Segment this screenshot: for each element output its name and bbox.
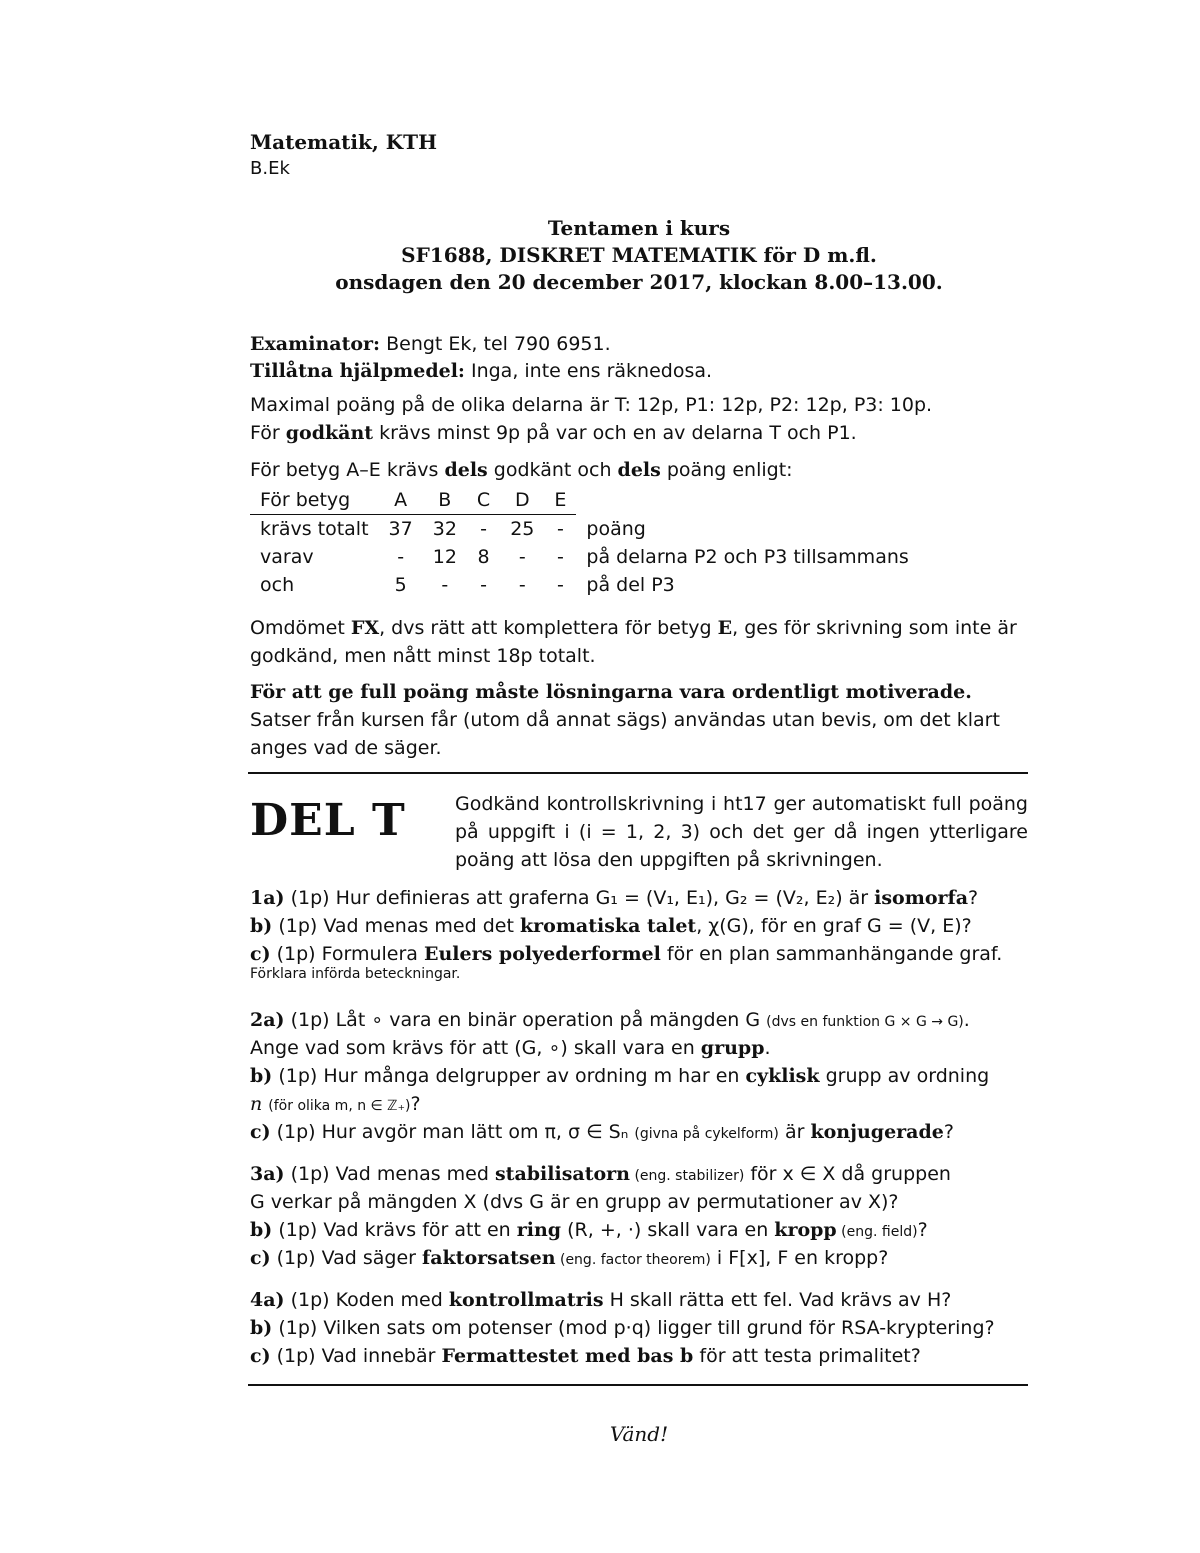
- fx-pre: Omdömet: [250, 617, 351, 639]
- table-cell: 8: [477, 546, 490, 568]
- top-divider: [248, 772, 1028, 774]
- examinator-line: [250, 330, 1040, 358]
- table-cell: -: [441, 574, 449, 596]
- q1a-bold: isomorfa: [874, 887, 968, 909]
- q1b-pre: (1p) Vad menas med det: [272, 915, 520, 937]
- q2b-post: grupp av ordning: [819, 1065, 990, 1087]
- q2c-bold: konjugerade: [810, 1121, 944, 1143]
- question-3b: [250, 1216, 1040, 1246]
- q3a-pre: (1p) Vad menas med: [284, 1163, 495, 1185]
- fx-mid: , dvs rätt att komplettera för betyg: [379, 617, 718, 639]
- q4a-label: 4a): [250, 1289, 285, 1311]
- q3b-small: (eng. field): [836, 1224, 918, 1240]
- q3c-post: i F[x], F en kropp?: [710, 1247, 889, 1269]
- pass-bold: godkänt: [285, 422, 374, 444]
- q2c-small: (givna på cykelform): [634, 1126, 779, 1142]
- q2a-small: (dvs en funktion G × G → G): [766, 1014, 964, 1030]
- question-4a: [250, 1286, 1040, 1314]
- table-cell: och: [260, 574, 295, 596]
- q3b-pre: (1p) Vad krävs för att en: [272, 1219, 517, 1241]
- q1a-label: 1a): [250, 887, 285, 909]
- fx-paragraph: [250, 614, 1030, 670]
- table-cell: 37: [388, 518, 413, 540]
- question-1c-note: Förklara införda beteckningar.: [250, 966, 461, 982]
- grade-table-header: [250, 486, 919, 515]
- grade-mid: godkänt och: [487, 459, 618, 481]
- q3a-bold: stabilisatorn: [494, 1163, 630, 1185]
- q4c-label: c): [250, 1345, 271, 1367]
- turn-page-note: Vänd!: [609, 1422, 669, 1446]
- header-cell: För betyg: [250, 486, 379, 515]
- q4a-post: H skall rätta ett fel. Vad krävs av H?: [603, 1289, 952, 1311]
- q2b-pre: (1p) Hur många delgrupper av ordning m har en: [272, 1065, 746, 1087]
- fx-post: , ges för skrivning som inte är godkänd, men nått minst 18p totalt.: [250, 617, 1017, 667]
- q1b-bold: kromatiska talet: [519, 915, 697, 937]
- q2c-label: c): [250, 1121, 271, 1143]
- header-cell: B: [423, 486, 467, 515]
- header-cell: [576, 486, 918, 515]
- question-4b: [250, 1314, 1040, 1342]
- question-2c: [250, 1118, 1040, 1148]
- table-cell: 32: [432, 518, 457, 540]
- q2b-line2-pre: n: [250, 1093, 269, 1115]
- q4a-pre: (1p) Koden med: [284, 1289, 449, 1311]
- fx-bold2: E: [717, 617, 733, 639]
- q3a-small: (eng. stabilizer): [630, 1168, 745, 1184]
- header-cell: C: [467, 486, 500, 515]
- grade-table: [250, 486, 919, 599]
- table-cell: -: [556, 518, 564, 540]
- bottom-divider: [248, 1384, 1028, 1386]
- q1a-post: ?: [968, 887, 979, 909]
- table-cell: på del P3: [586, 574, 675, 596]
- table-cell: -: [518, 546, 526, 568]
- examinator-label: Examinator:: [250, 333, 381, 355]
- q2c-pre: (1p) Hur avgör man lätt om π, σ ∈ Sₙ: [270, 1121, 635, 1143]
- q2c-post: ?: [943, 1121, 954, 1143]
- table-cell: krävs totalt: [260, 518, 369, 540]
- table-cell: -: [480, 574, 487, 596]
- pass-requirement: [250, 419, 1040, 447]
- q2a-pre: (1p) Låt ∘ vara en binär operation på mängden G: [284, 1009, 767, 1031]
- del-t-heading: DEL T: [250, 795, 406, 846]
- question-1a: [250, 884, 1040, 912]
- exam-title-line3: onsdagen den 20 december 2017, klockan 8.00–13.00.: [335, 270, 943, 294]
- header-cell: D: [500, 486, 544, 515]
- aids-line: [250, 357, 1040, 385]
- question-2b-line2: [250, 1090, 1040, 1120]
- pass-pre: För: [250, 422, 286, 444]
- table-row: [250, 515, 919, 544]
- question-3c: [250, 1244, 1040, 1274]
- q3c-pre: (1p) Vad säger: [270, 1247, 423, 1269]
- q1c-bold: Eulers polyederformel: [423, 943, 661, 965]
- institution: Matematik, KTH: [250, 130, 437, 154]
- exam-title-line1: Tentamen i kurs: [547, 216, 731, 240]
- question-2a-line2: [250, 1034, 1040, 1062]
- q3c-bold: faktorsatsen: [422, 1247, 556, 1269]
- question-3a: [250, 1160, 1040, 1190]
- table-cell: -: [480, 518, 487, 540]
- table-cell: 5: [394, 574, 407, 596]
- table-row: [250, 543, 919, 571]
- q4c-bold: Fermattestet med bas b: [441, 1345, 694, 1367]
- max-points: Maximal poäng på de olika delarna är T: 12p, P1: 12p, P2: 12p, P3: 10p.: [250, 394, 933, 416]
- q2b-bold: cyklisk: [745, 1065, 820, 1087]
- grade-post: poäng enligt:: [660, 459, 793, 481]
- q1c-label: c): [250, 943, 271, 965]
- q2c-mid: är: [778, 1121, 811, 1143]
- table-cell: -: [556, 546, 564, 568]
- motivation-paragraph: [250, 678, 1040, 762]
- header-cell: A: [379, 486, 423, 515]
- q4a-bold: kontrollmatris: [448, 1289, 604, 1311]
- q2b-label: b): [250, 1065, 273, 1087]
- aids-value: Inga, inte ens räknedosa.: [470, 360, 713, 382]
- q2a-label: 2a): [250, 1009, 285, 1031]
- q2a-post: .: [963, 1009, 970, 1031]
- exam-title-line2: SF1688, DISKRET MATEMATIK för D m.fl.: [401, 243, 877, 267]
- q3b-label: b): [250, 1219, 273, 1241]
- table-row: [250, 571, 919, 599]
- table-cell: varav: [260, 546, 314, 568]
- q3a-label: 3a): [250, 1163, 285, 1185]
- q2a-line2-pre: Ange vad som krävs för att (G, ∘) skall vara en: [250, 1037, 701, 1059]
- q1a-pre: (1p) Hur definieras att graferna G₁ = (V₁, E₁), G₂ = (V₂, E₂) är: [284, 887, 875, 909]
- motivation-text: Satser från kursen får (utom då annat sägs) användas utan bevis, om det klart anges vad de säger.: [250, 709, 1000, 759]
- del-t-intro: Godkänd kontrollskrivning i ht17 ger automatiskt full poäng på uppgift i (i = 1, 2, 3) och det ger då ingen ytterligare poäng att lösa den uppgiften på skrivningen.: [455, 793, 1028, 871]
- question-4c: [250, 1342, 1040, 1370]
- grade-bold1: dels: [444, 459, 488, 481]
- table-cell: -: [556, 574, 564, 596]
- table-cell: poäng: [586, 517, 646, 540]
- table-cell: -: [397, 546, 405, 568]
- q2a-line2-post: .: [764, 1037, 771, 1059]
- table-cell: 25: [510, 518, 535, 540]
- aids-label: Tillåtna hjälpmedel:: [250, 360, 465, 382]
- q3a-post: för x ∈ X då gruppen: [744, 1163, 951, 1185]
- question-2b: [250, 1062, 1040, 1090]
- q4c-post: för att testa primalitet?: [693, 1345, 921, 1367]
- q1b-label: b): [250, 915, 273, 937]
- question-3a-line2: G verkar på mängden X (dvs G är en grupp av permutationer av X)?: [250, 1191, 899, 1213]
- author: B.Ek: [250, 158, 290, 179]
- grade-pre: För betyg A–E krävs: [250, 459, 445, 481]
- q3b-post: ?: [917, 1219, 928, 1241]
- pass-post: krävs minst 9p på var och en av delarna T och P1.: [373, 422, 857, 444]
- question-2a: [250, 1006, 1040, 1036]
- fx-bold1: FX: [350, 617, 380, 639]
- q3b-bold2: kropp: [774, 1219, 837, 1241]
- q4b-label: b): [250, 1317, 273, 1339]
- q1c-post: för en plan sammanhängande graf.: [660, 943, 1003, 965]
- table-cell: på delarna P2 och P3 tillsammans: [586, 546, 909, 568]
- q3c-small: (eng. factor theorem): [555, 1252, 711, 1268]
- q2b-line2-small: (för olika m, n ∈ ℤ₊): [268, 1098, 411, 1114]
- q3b-bold1: ring: [516, 1219, 562, 1241]
- grade-requirement: [250, 456, 1040, 484]
- q4c-pre: (1p) Vad innebär: [270, 1345, 442, 1367]
- motivation-bold: För att ge full poäng måste lösningarna vara ordentligt motiverade.: [250, 681, 972, 703]
- question-1b: [250, 912, 1040, 940]
- q4b-text: (1p) Vilken sats om potenser (mod p·q) ligger till grund för RSA-kryptering?: [272, 1317, 995, 1339]
- q2b-line2-post: ?: [410, 1093, 421, 1115]
- table-cell: 12: [432, 546, 457, 568]
- q3c-label: c): [250, 1247, 271, 1269]
- header-cell: E: [544, 486, 576, 515]
- q3b-mid: (R, +, ·) skall vara en: [561, 1219, 775, 1241]
- q1b-post: , χ(G), för en graf G = (V, E)?: [696, 915, 972, 937]
- q2a-line2-bold: grupp: [700, 1037, 765, 1059]
- q1c-pre: (1p) Formulera: [270, 943, 424, 965]
- grade-bold2: dels: [617, 459, 661, 481]
- table-cell: -: [518, 574, 526, 596]
- examinator-value: Bengt Ek, tel 790 6951.: [386, 333, 611, 355]
